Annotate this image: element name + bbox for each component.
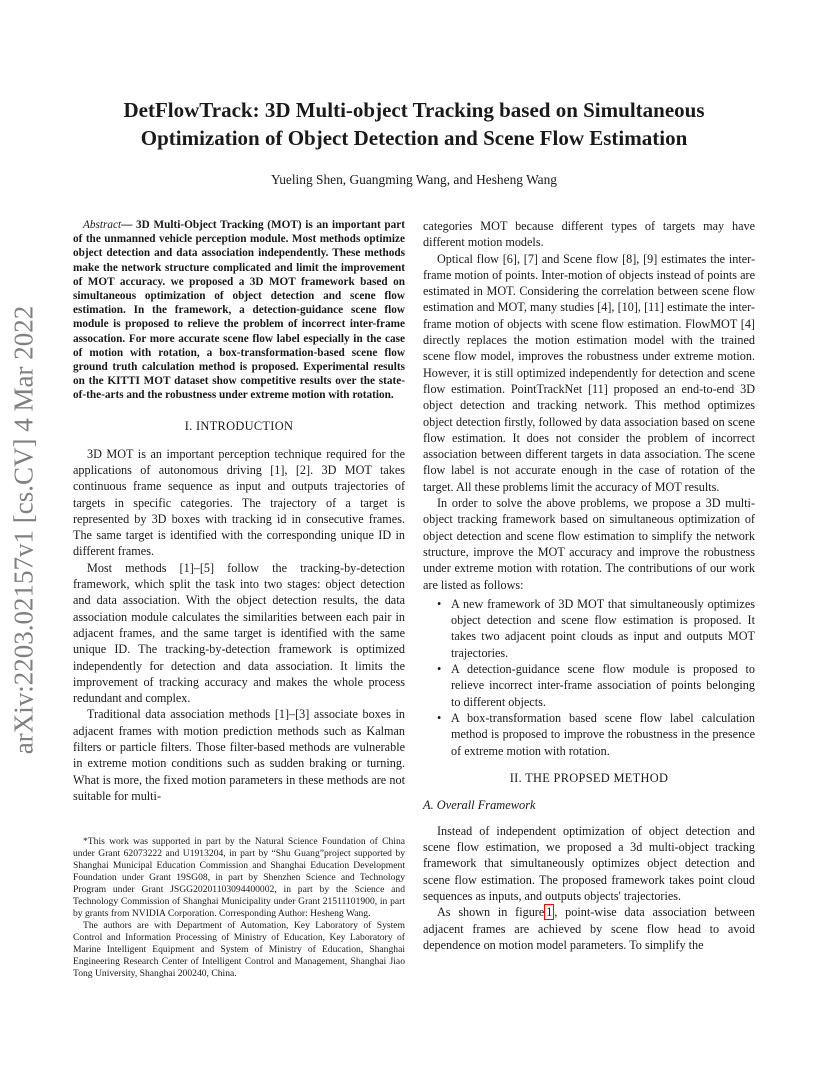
intro-paragraph-3: Traditional data association methods [1]–[3] associate boxes in adjacent frames with motion prediction methods such as Kalman filters or particle filters. Those filter-based methods are vulnerable in extreme motion conditions such as sudden braking or turning. What is more, the fixed motion parameters in these methods are not suitable for multi- — [73, 707, 405, 803]
contribution-item — [423, 661, 755, 710]
left-column — [73, 218, 405, 804]
bullet-icon: • — [437, 596, 442, 611]
abstract-label: Abstract — [83, 219, 122, 231]
contribution-item — [423, 710, 755, 759]
arxiv-watermark — [2, 290, 46, 770]
abstract — [73, 218, 405, 403]
contribution-text: A new framework of 3D MOT that simultaneously optimizes object detection and scene flow estimation is proposed. It takes two adjacent point clouds as input and outputs MOT trajectories. — [451, 596, 755, 660]
intro-heading: I. INTRODUCTION — [184, 418, 294, 433]
abstract-text: 3D Multi-Object Tracking (MOT) is an important part of the unmanned vehicle perception module. Most methods optimize object detection and data association independently. These methods make the network structure complicated and limit the improvement of MOT accuracy. we proposed a 3D MOT framework based on simultaneous optimization of object detection and scene flow estimation. In the framework, a detection-guidance scene flow module is proposed to relieve the problem of incorrect inter-frame assocation. For more accurate scene flow label especially in the case of motion with rotation, a box-transformation-based scene flow ground truth calculation method is proposed. Experimental results on the KITTI MOT dataset show competitive results over the state-of-the-arts and the robustness under extreme motion with rotation. — [73, 219, 405, 402]
right-column — [423, 218, 755, 953]
intro-paragraph-2: Most methods [1]–[5] follow the tracking-by-detection framework, which split the task into two stages: object detection and data association. With the object detection results, the data association module calculates the similarities between each pair in adjacent frames, and the same target is identified with the same unique ID. The tracking-by-detection framework is optimized independently for detection and data association. It limits the improvement of tracking accuracy and makes the whole process redundant and complex. — [73, 560, 405, 706]
paper-authors: Yueling Shen, Guangming Wang, and Hesheng Wang — [271, 172, 557, 187]
footnote-funding: *This work was supported in part by the Natural Science Foundation of China under Grant 62073222 and U1913204, in part by “Shu Guang”project supported by Shanghai Municipal Education Commission and Shanghai Education Development Foundation under Grant 19SG08, in part by Shenzhen Science and Technology Program under Grant JSGG20201103094400002, in part by the Science and Technology Commission of Shanghai Municipality under Grant 21511101900, in part by grants from NVIDIA Corporation. Corresponding Author: Hesheng Wang. — [73, 836, 405, 919]
arxiv-identifier: arXiv:2203.02157v1 [cs.CV] 4 Mar 2022 — [8, 305, 39, 755]
method-paragraph-2-end: , point-wise data association between adjacent frames are achieved by scene flow head to avoid dependence on motion model parameters. To simplify the — [423, 905, 755, 952]
abstract-dash: — — [121, 219, 137, 231]
footnote-affiliation: The authors are with Department of Automation, Key Laboratory of System Control and Information Processing of Ministry of Education, Key Laboratory of Marine Intelligent Equipment and System of Ministry of Education, Shanghai Engineering Research Center of Intelligent Control and Management, Shanghai Jiao Tong University, Shanghai 200240, China. — [73, 920, 405, 979]
bullet-icon: • — [437, 662, 442, 677]
bullet-icon: • — [437, 710, 442, 725]
method-paragraph-2 — [423, 904, 755, 953]
intro-paragraph-1: 3D MOT is an important perception technique required for the applications of autonomous driving [1], [2]. 3D MOT takes continuous frame sequence as input and outputs trajectories of targets in specific categories. The trajectory of a target is represented by 3D boxes with tracking id in consecutive frames. The same target is identified with the corresponding unique ID in different frames. — [73, 446, 405, 559]
footnotes — [73, 836, 405, 980]
contribution-item — [423, 596, 755, 661]
method-heading: II. THE PROPSED METHOD — [509, 770, 669, 785]
contributions-list — [423, 596, 755, 759]
paper-title: DetFlowTrack: 3D Multi-object Tracking based on Simultaneous Optimization of Object Detection and Scene Flow Estimation — [123, 98, 705, 150]
contribution-text: A detection-guidance scene flow module is proposed to relieve incorrect inter-frame association of points belonging to different objects. — [451, 662, 755, 709]
overall-framework-heading: A. Overall Framework — [423, 797, 536, 812]
intro-paragraph-4: Optical flow [6], [7] and Scene flow [8], [9] estimates the inter-frame motion of points. Inter-motion of objects instead of points are estimated in MOT. Considering the correlation between scene flow estimation and MOT, many studies [4], [10], [11] estimate the inter-frame motion of objects with scene flow estimation. FlowMOT [4] directly replaces the motion estimation model with the trained scene flow model, improves the robustness under extreme motion. However, it is still optimized independently for detection and scene flow estimation. PointTrackNet [11] proposed an end-to-end 3D object detection and tracking network. This method optimizes object detection firstly, followed by data association based on scene flow estimation. It does not consider the problem of incorrect association between different targets in data association. The scene flow label is not accurate enough in the case of rotation of the target. All these problems limit the accuracy of MOT results. — [423, 251, 755, 494]
figure-1-link[interactable]: 1 — [546, 905, 553, 920]
method-paragraph-1: Instead of independent optimization of object detection and scene flow estimation, we proposed a 3d multi-object tracking framework that simultaneously optimizes object detection and scene flow estimation. The proposed framework takes point cloud sequences as inputs, and outputs objects' trajectories. — [423, 823, 755, 903]
method-paragraph-2-start: As shown in figure — [437, 905, 545, 920]
intro-paragraph-3-continued: categories MOT because different types of targets may have different motion models. — [423, 219, 755, 250]
intro-paragraph-5: In order to solve the above problems, we propose a 3D multi-object tracking framework based on simultaneous optimization of object detection and scene flow estimation to simplify the network structure, improve the MOT accuracy and improve the robustness under extreme motion with rotation. The contributions of our work are listed as follows: — [423, 496, 755, 592]
contribution-text: A box-transformation based scene flow label calculation method is proposed to improve the robustness in the presence of extreme motion with rotation. — [451, 710, 755, 758]
